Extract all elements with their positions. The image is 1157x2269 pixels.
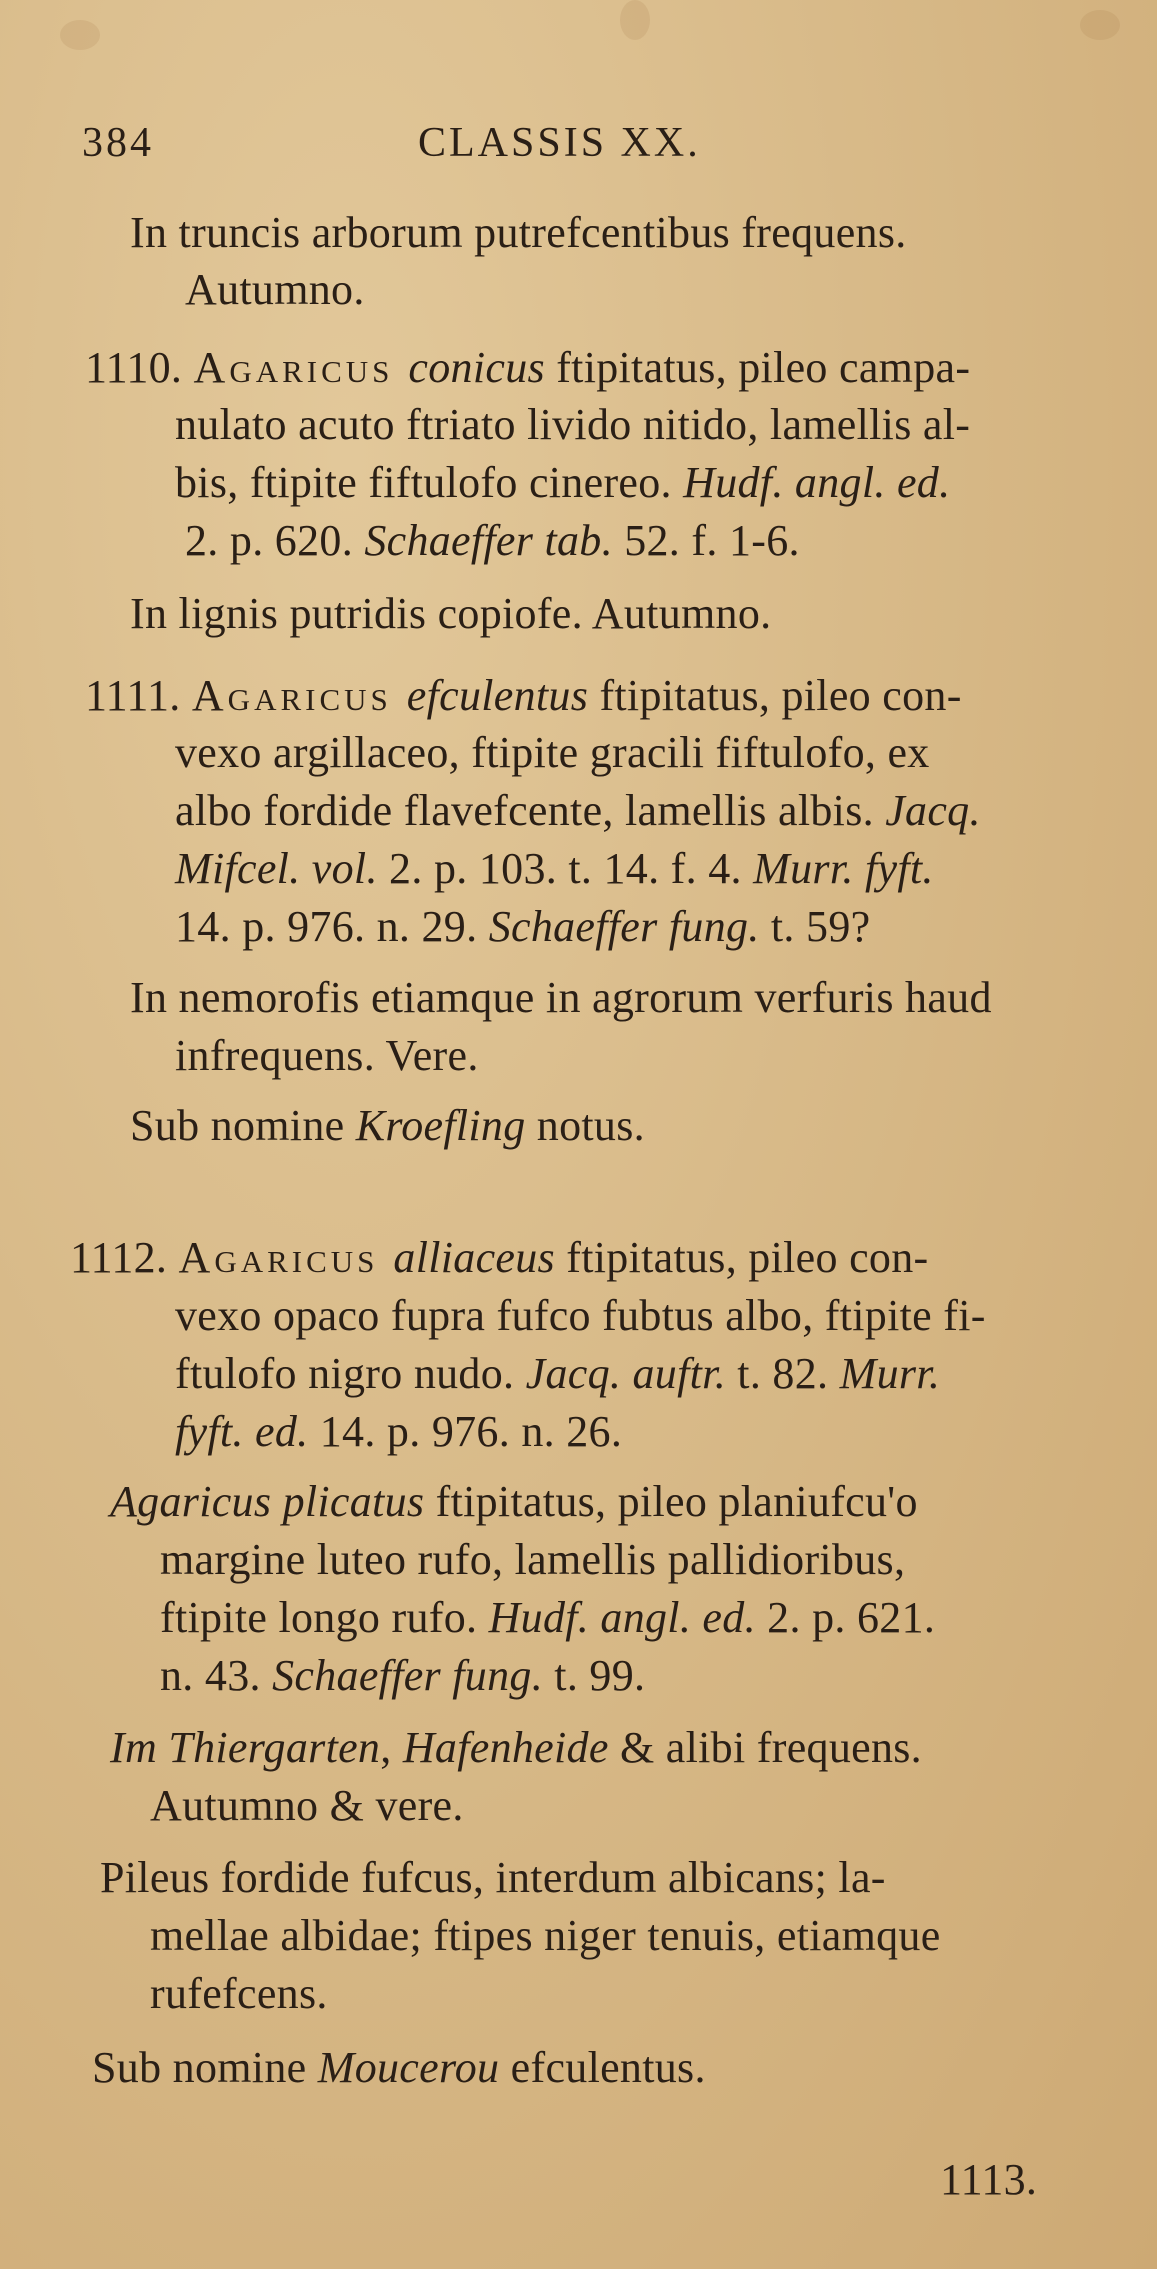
text-line	[160, 1648, 645, 1704]
text-line	[175, 455, 950, 511]
text-run: Autumno & vere.	[150, 1781, 464, 1830]
text-line	[130, 586, 771, 642]
italic-run: Hudf. angl. ed.	[488, 1593, 756, 1642]
text-run: vexo opaco fupra fufco fubtus albo, ftipite fi-	[175, 1291, 986, 1340]
text-run: rufefcens.	[150, 1969, 328, 2018]
italic-run: Hudf. angl. ed.	[683, 458, 951, 507]
text-run: notus.	[525, 1101, 645, 1150]
text-run: 1111.	[85, 671, 192, 720]
text-run: Pileus fordide fufcus, interdum albicans; la-	[100, 1853, 886, 1902]
text-line	[150, 1778, 464, 1834]
italic-run: conicus	[408, 343, 545, 392]
page-stain	[620, 0, 650, 40]
text-line	[175, 1346, 940, 1402]
text-run: t. 82.	[726, 1349, 840, 1398]
italic-run: Agaricus plicatus	[110, 1477, 425, 1526]
text-line	[85, 340, 970, 396]
text-run: albo fordide flavefcente, lamellis albis.	[175, 786, 886, 835]
text-run: 2. p. 621.	[755, 1593, 936, 1642]
italic-run: Mifcel. vol.	[175, 844, 378, 893]
text-line	[150, 1966, 328, 2022]
text-line	[150, 1908, 941, 1964]
text-line	[185, 262, 365, 318]
text-run: 14. p. 976. n. 29.	[175, 902, 489, 951]
text-run: vexo argillaceo, ftipite gracili fiftulofo, ex	[175, 728, 930, 777]
text-run: n. 43.	[160, 1651, 273, 1700]
italic-run: Murr.	[839, 1349, 941, 1398]
text-line	[100, 1850, 886, 1906]
page-stain	[1080, 10, 1120, 40]
text-line	[175, 1028, 479, 1084]
text-run: 52. f. 1-6.	[612, 516, 800, 565]
text-run: t. 99.	[543, 1651, 646, 1700]
text-run: t. 59?	[759, 902, 871, 951]
text-run: Autumno.	[185, 265, 365, 314]
text-line	[70, 1230, 928, 1286]
text-run: & alibi frequens.	[608, 1723, 922, 1772]
text-line	[160, 1532, 905, 1588]
text-run: mellae albidae; ftipes niger tenuis, etiamque	[150, 1911, 941, 1960]
text-run: ftipitatus, pileo con-	[588, 671, 962, 720]
text-run: margine luteo rufo, lamellis pallidioribus,	[160, 1535, 906, 1584]
text-run: efculentus.	[499, 2043, 706, 2092]
smallcaps-run: Agaricus	[191, 671, 407, 720]
text-run: 14. p. 976. n. 26.	[308, 1407, 623, 1456]
text-line	[175, 783, 981, 839]
text-run: ftipitatus, pileo planiufcu'o	[424, 1477, 918, 1526]
text-run: In nemorofis etiamque in agrorum verfuris haud	[130, 973, 992, 1022]
italic-run: Murr. fyft.	[753, 844, 934, 893]
italic-run: Hafenheide	[402, 1723, 609, 1772]
text-line	[110, 1720, 922, 1776]
text-line	[110, 1474, 918, 1530]
italic-run: Kroefling	[355, 1101, 526, 1150]
italic-run: Jacq. auftr.	[525, 1349, 726, 1398]
text-line	[160, 1590, 935, 1646]
text-run: ftulofo nigro nudo.	[175, 1349, 526, 1398]
text-run: ,	[380, 1723, 403, 1772]
text-line	[85, 668, 962, 724]
page-stain	[60, 20, 100, 50]
text-run: 1112.	[70, 1233, 179, 1282]
catchword: 1113.	[940, 2155, 1038, 2204]
text-run: Sub nomine	[92, 2043, 318, 2092]
text-line	[175, 899, 870, 955]
text-run: 2. p. 620.	[185, 516, 365, 565]
text-run: nulato acuto ftriato livido nitido, lamellis al-	[175, 400, 971, 449]
page-number: 384	[82, 120, 154, 166]
text-line	[175, 1288, 986, 1344]
text-run: ftipite longo rufo.	[160, 1593, 489, 1642]
italic-run: Schaeffer fung.	[488, 902, 760, 951]
text-run: ftipitatus, pileo campa-	[544, 343, 971, 392]
text-run: 1110.	[85, 343, 194, 392]
text-line	[130, 970, 992, 1026]
running-title: CLASSIS XX.	[418, 120, 701, 166]
text-line	[130, 1098, 645, 1154]
text-run: infrequens. Vere.	[175, 1031, 479, 1080]
text-line	[130, 205, 907, 261]
italic-run: Schaeffer fung.	[272, 1651, 543, 1700]
text-run: bis, ftipite fiftulofo cinereo.	[175, 458, 684, 507]
italic-run: Jacq.	[885, 786, 981, 835]
text-run: ftipitatus, pileo con-	[554, 1233, 929, 1282]
italic-run: Moucerou	[317, 2043, 500, 2092]
italic-run: alliaceus	[393, 1233, 555, 1282]
text-run: Sub nomine	[130, 1101, 356, 1150]
text-line	[92, 2040, 706, 2096]
text-run: In truncis arborum putrefcentibus frequens.	[130, 208, 907, 257]
text-line	[185, 513, 800, 569]
text-line	[175, 841, 934, 897]
italic-run: fyft. ed.	[175, 1407, 309, 1456]
smallcaps-run: Agaricus	[178, 1233, 394, 1282]
italic-run: Im Thiergarten	[110, 1723, 381, 1772]
text-line	[175, 397, 970, 453]
text-run: In lignis putridis copiofe. Autumno.	[130, 589, 772, 638]
italic-run: Schaeffer tab.	[364, 516, 613, 565]
text-line	[175, 725, 930, 781]
text-line	[175, 1404, 622, 1460]
italic-run: efculentus	[406, 671, 589, 720]
smallcaps-run: Agaricus	[193, 343, 409, 392]
text-run: 2. p. 103. t. 14. f. 4.	[377, 844, 754, 893]
